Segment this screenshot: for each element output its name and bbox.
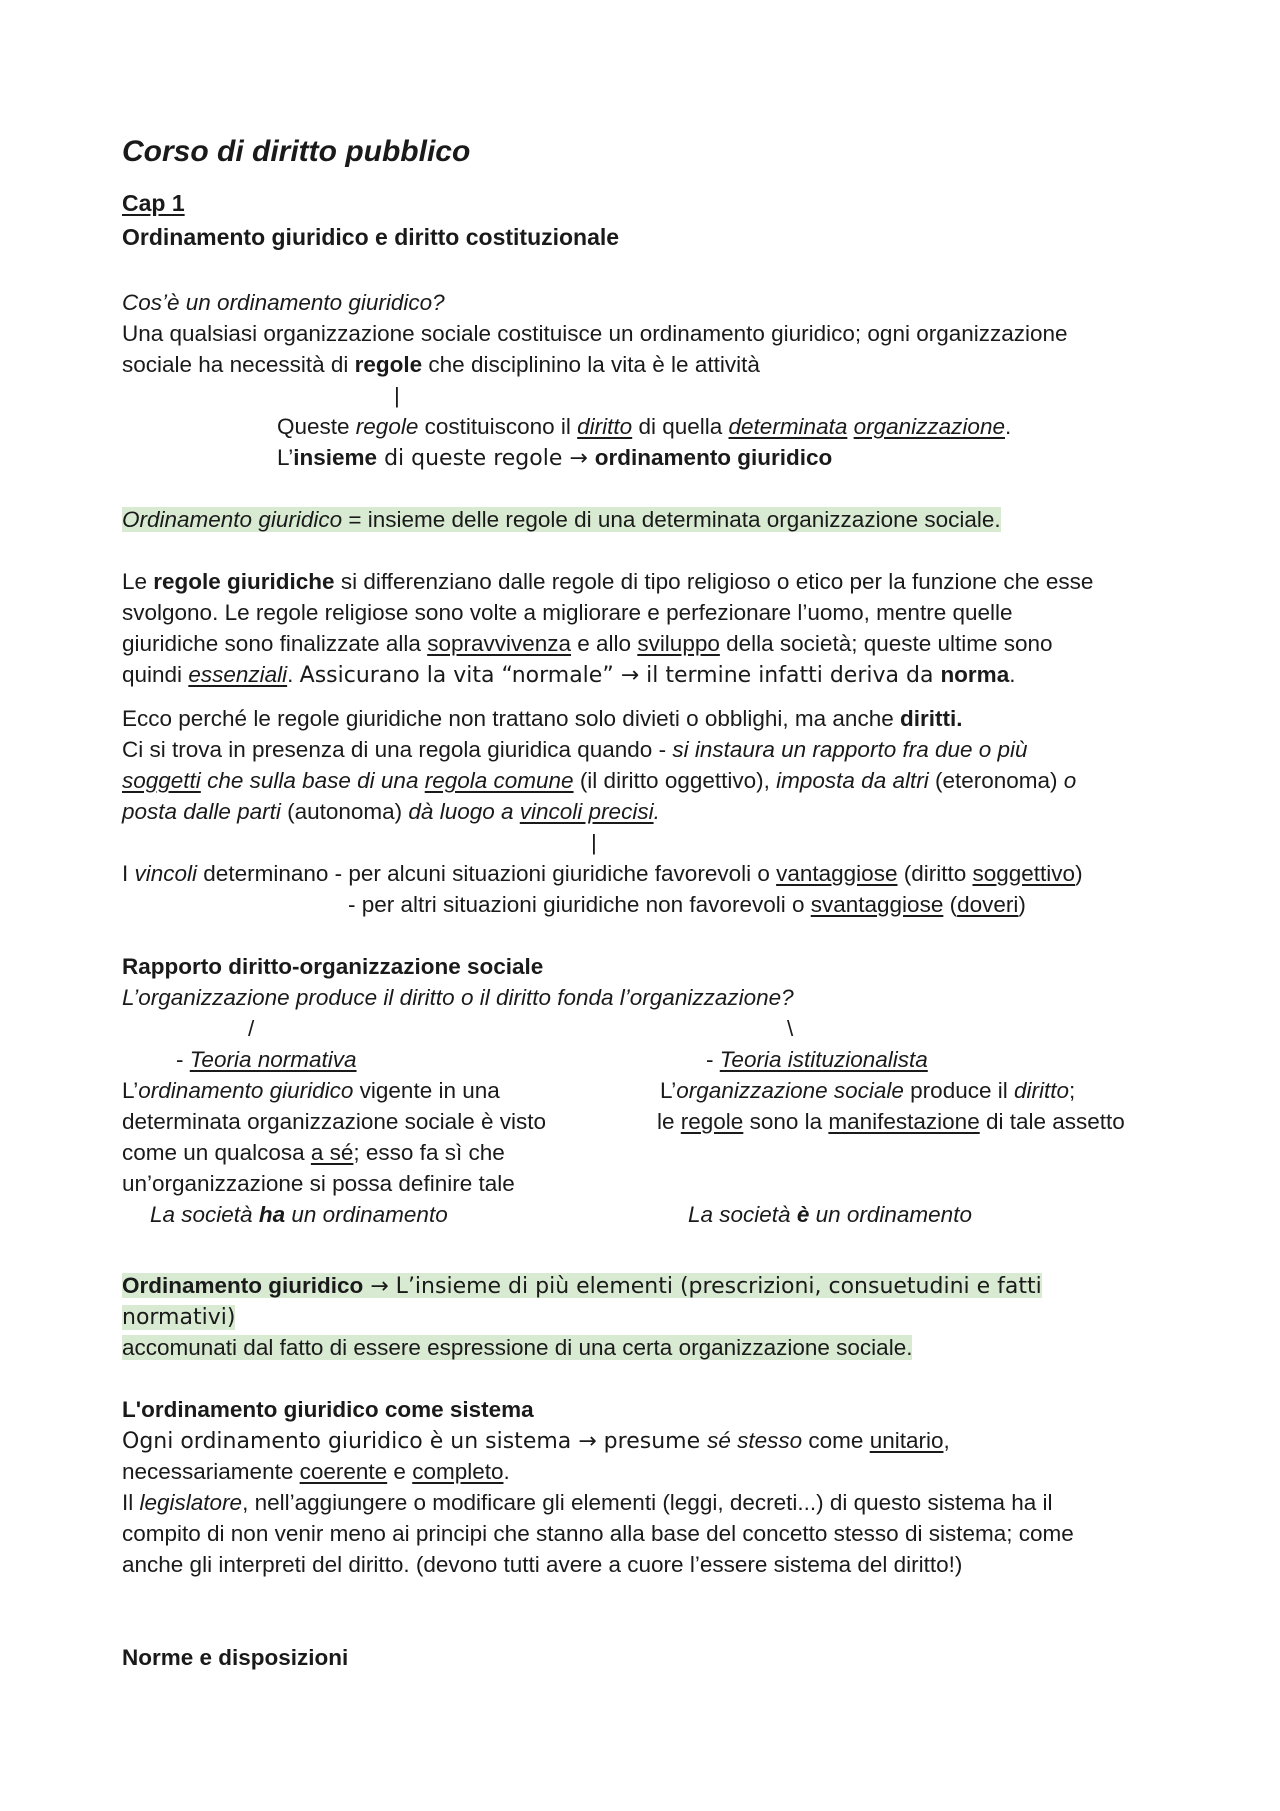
right-column-line: L’organizzazione sociale produce il diritto; — [660, 1078, 1076, 1103]
vertical-bar: | — [591, 830, 597, 855]
question-line: L’organizzazione produce il diritto o il diritto fonda l’organizzazione? — [122, 985, 794, 1010]
definition-highlight: Ordinamento giuridico = insieme delle regole di una determinata organizzazione sociale. — [122, 507, 1001, 532]
paragraph-line: Ci si trova in presenza di una regola giuridica quando - si instaura un rapporto fra due o più — [122, 737, 1028, 762]
paragraph-line: - per altri situazioni giuridiche non favorevoli o svantaggiose (doveri) — [348, 892, 1026, 917]
paragraph-line: posta dalle parti (autonoma) dà luogo a vincoli precisi. — [122, 799, 660, 824]
section-heading: Rapporto diritto-organizzazione sociale — [122, 954, 544, 979]
paragraph-line: soggetti che sulla base di una regola comune (il diritto oggettivo), imposta da altri (eteronoma) o — [122, 768, 1077, 793]
vertical-bar: | — [394, 383, 400, 408]
left-column-line: un’organizzazione si possa definire tale — [122, 1171, 515, 1196]
paragraph-line: giuridiche sono finalizzate alla sopravvivenza e allo sviluppo della società; queste ultime sono — [122, 631, 1053, 656]
paragraph-line: Le regole giuridiche si differenziano dalle regole di tipo religioso o etico per la funzione che esse — [122, 569, 1094, 594]
chapter-label: Cap 1 — [122, 190, 185, 216]
left-column-line: L’ordinamento giuridico vigente in una — [122, 1078, 500, 1103]
theory-institutional-label: - Teoria istituzionalista — [706, 1047, 928, 1072]
section-heading: Norme e disposizioni — [122, 1645, 349, 1670]
paragraph-line: Il legislatore, nell’aggiungere o modificare gli elementi (leggi, decreti...) di questo sistema ha il — [122, 1490, 1053, 1515]
paragraph-line: anche gli interpreti del diritto. (devono tutti avere a cuore l’essere sistema del diritto!) — [122, 1552, 963, 1577]
right-column-line: La società è un ordinamento — [688, 1202, 972, 1227]
question-line: Cos’è un ordinamento giuridico? — [122, 290, 445, 315]
left-column-line: La società ha un ordinamento — [150, 1202, 448, 1227]
slash-mark: / — [248, 1016, 255, 1041]
paragraph-line: svolgono. Le regole religiose sono volte a migliorare e perfezionare l’uomo, mentre quelle — [122, 600, 1013, 625]
definition-highlight: normativi) — [122, 1305, 236, 1330]
paragraph-line: Ecco perché le regole giuridiche non trattano solo divieti o obblighi, ma anche diritti. — [122, 706, 963, 731]
definition-highlight: accomunati dal fatto di essere espressione di una certa organizzazione sociale. — [122, 1335, 913, 1360]
left-column-line: determinata organizzazione sociale è visto — [122, 1109, 546, 1134]
backslash-mark: \ — [787, 1016, 794, 1041]
right-column-line: le regole sono la manifestazione di tale assetto — [657, 1109, 1125, 1134]
paragraph-line: compito di non venir meno ai principi che stanno alla base del concetto stesso di sistema; come — [122, 1521, 1074, 1546]
paragraph-line: quindi essenziali. Assicurano la vita “normale” → il termine infatti deriva da norma. — [122, 662, 1016, 688]
section-heading: L'ordinamento giuridico come sistema — [122, 1397, 534, 1422]
theory-normative-label: - Teoria normativa — [176, 1047, 357, 1072]
indented-line: Queste regole costituiscono il diritto di quella determinata organizzazione. — [277, 414, 1012, 439]
paragraph-line: I vincoli determinano - per alcuni situazioni giuridiche favorevoli o vantaggiose (diritto soggettivo) — [122, 861, 1083, 886]
paragraph-line: sociale ha necessità di regole che disciplinino la vita è le attività — [122, 352, 760, 377]
indented-line: L’insieme di queste regole → ordinamento giuridico — [277, 445, 833, 471]
definition-highlight: Ordinamento giuridico → L’insieme di più elementi (prescrizioni, consuetudini e fatti — [122, 1273, 1042, 1299]
paragraph-line: Ogni ordinamento giuridico è un sistema → presume sé stesso come unitario, — [122, 1428, 950, 1454]
paragraph-line: Una qualsiasi organizzazione sociale costituisce un ordinamento giuridico; ogni organizzazione — [122, 321, 1068, 346]
chapter-title: Ordinamento giuridico e diritto costituzionale — [122, 224, 620, 250]
paragraph-line: necessariamente coerente e completo. — [122, 1459, 510, 1484]
doc-title: Corso di diritto pubblico — [122, 135, 471, 168]
left-column-line: come un qualcosa a sé; esso fa sì che — [122, 1140, 505, 1165]
